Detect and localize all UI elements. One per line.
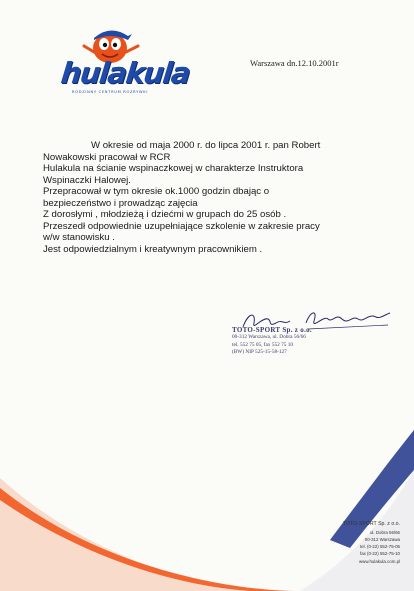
body-line: w/w stanowisku . <box>43 232 115 243</box>
stamp-nip: (BW) NIP 525-15-58-127 <box>232 349 287 355</box>
body-line: Przepracował w tym okresie ok.1000 godzin dbając o <box>43 186 270 197</box>
hulakula-logo <box>58 26 192 96</box>
stamp-phone: tel. 552 75 05, fax 552 75 10 <box>232 341 294 348</box>
company-stamp <box>232 326 372 357</box>
footer-street: ul. Dobra 56/66 <box>369 529 400 535</box>
logo-wordmark: hulakula <box>59 56 192 90</box>
letter-body <box>43 140 383 255</box>
body-line: Nowakowski pracował w RCR <box>43 151 171 163</box>
logo-tagline: RODZINNY CENTRUM ROZRYWKI <box>72 90 149 94</box>
footer-city: 00-312 Warszawa <box>364 536 400 542</box>
footer-tel: tel. (0-22) 552-75-05 <box>359 544 400 550</box>
footer-address <box>312 521 400 565</box>
body-line: W okresie od maja 2000 r. do lipca 2001 r. pan Robert <box>91 140 321 151</box>
body-line: Jest odpowiedzialnym i kreatywnym pracownikiem . <box>43 243 263 255</box>
footer-company: TOTO-SPORT Sp. z o.o. <box>343 521 400 527</box>
body-line: Wspinaczki Halowej. <box>43 174 131 186</box>
body-line: Przeszedł odpowiednie uzupełniające szkolenie w zakresie pracy <box>43 220 320 232</box>
body-line: bezpieczeństwo i prowadząc zajęcia <box>43 197 198 209</box>
footer-fax: fax (0-22) 552-75-10 <box>359 551 400 557</box>
letter-date: Warszawa dn.12.10.2001r <box>250 58 339 68</box>
body-line: Z dorosłymi , młodzieżą i dziećmi w grupach do 25 osób . <box>43 209 287 220</box>
stamp-company: TOTO-SPORT Sp. z o.o. <box>232 326 312 334</box>
stamp-address: 00-312 Warszawa, ul. Dobra 56/66 <box>232 334 306 340</box>
footer-web: www.hulakula.com.pl <box>359 558 400 564</box>
body-line: Hulakula na ścianie wspinaczkowej w charakterze Instruktora <box>43 163 304 174</box>
